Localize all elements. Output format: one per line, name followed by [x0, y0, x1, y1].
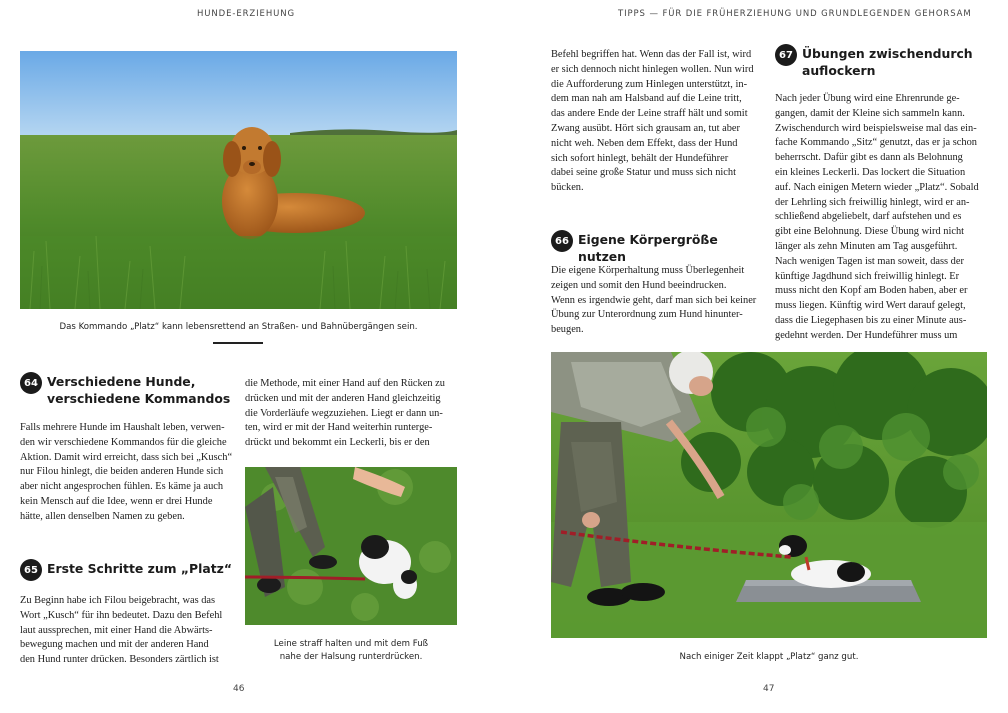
section-67-title: Übungen zwischendurch auflockern	[802, 46, 973, 78]
section-66-body: Die eigene Körperhaltung muss Überlegenheit zeigen und somit den Hund beeindrucken. Wenn es irgendwie geht, darf man sich bei keiner Übung zur Unterordnung zum Hund hinunter- beugen.	[551, 265, 757, 336]
caption-top-photo: Das Kommando „Platz“ kann lebensrettend an Straßen- und Bahnübergängen sein.	[59, 322, 418, 332]
section-66-heading	[551, 231, 766, 265]
section-divider	[213, 342, 263, 344]
section-66-title: Eigene Körpergröße nutzen	[578, 232, 718, 264]
photo-trainer-with-puppy-on-mat	[551, 352, 987, 638]
section-64-number-badge: 64	[20, 372, 42, 394]
section-65-heading	[20, 560, 235, 581]
section-64-heading	[20, 373, 235, 407]
section-65-body: Zu Beginn habe ich Filou beigebracht, was das Wort „Kusch“ für ihn bedeutet. Dazu den Befehl laut aussprechen, mit einer Hand die Abwärts- bewegung machen und mit der anderen Hand den Hund runter drücken. Besonders zärtlich ist	[20, 595, 223, 666]
section-67-number-badge: 67	[775, 44, 797, 66]
section-66-number-badge: 66	[551, 230, 573, 252]
page-number-left: 46	[233, 684, 245, 694]
section-65-body-right-continued: Befehl begriffen hat. Wenn das der Fall ist, wird er sich dennoch nicht hinlegen wollen. Nun wird die Aufforderung zum Hinlegen unterstützt, in- dem man nah am Halsband auf die Leine tritt, das andere Ende der Leine straff hält und somit Zwang ausübt. Hört sich grausam an, tut aber nicht weh. Neben dem Effekt, dass der Hund sich sofort hinlegt, behält der Hundeführer dabei seine große Statur und muss sich nicht bücken.	[551, 49, 754, 194]
section-64-title: Verschiedene Hunde, verschiedene Kommandos	[47, 374, 231, 406]
photo-puppy-training-small	[245, 467, 457, 625]
caption-large-photo: Nach einiger Zeit klappt „Platz“ ganz gut.	[679, 652, 859, 662]
page-number-right: 47	[763, 684, 775, 694]
photo-golden-retriever-in-grass	[20, 51, 457, 309]
section-67-body: Nach jeder Übung wird eine Ehrenrunde ge- gangen, damit der Kleine sich sammeln kann. Zwischendurch wird beispielsweise mal das ein- fache Kommando „Sitz“ genutzt, das er ja schon beherrscht. Dafür gibt es dann als Belohnung ein kleines Leckerli. Das lockert die Situation auf. Nach einigen Metern wieder „Platz“. Sobald der Lehrling sich freiwillig hinlegt, wird er an- schließend abgeliebelt, darf aufstehen und es gibt eine Belohnung. Diese Übung wird nicht länger als zehn Minuten am Tag ausgeführt. Nach wenigen Tagen ist man soweit, dass der künftige Jagdhund sich freiwillig hinlegt. Er muss nicht den Kopf am Boden haben, aber er muss liegen. Künftig wird Wert darauf gelegt, dass die Liegephasen bis zu einer Minute aus- gedehnt werden. Der Hundeführer muss um	[775, 93, 979, 341]
section-64-body: Falls mehrere Hunde im Haushalt leben, verwen- den wir verschiedene Kommandos für die gleiche Aktion. Damit wird erreicht, dass sich bei „Kusch“ nur Filou hinlegt, die beiden anderen Hunde sich aber nicht angesprochen fühlen. Es käme ja auch kein Mensch auf die Idee, wenn er drei Hunde hätte, allen denselben Namen zu geben.	[20, 422, 233, 522]
section-65-number-badge: 65	[20, 559, 42, 581]
section-67-heading	[775, 45, 990, 79]
running-head-left: HUNDE-ERZIEHUNG	[197, 9, 295, 19]
running-head-right: TIPPS — FÜR DIE FRÜHERZIEHUNG UND GRUNDLEGENDEN GEHORSAM	[618, 9, 972, 19]
caption-small-photo: Leine straff halten und mit dem Fuß nahe der Halsung runterdrücken.	[273, 639, 429, 662]
section-65-body-continued: die Methode, mit einer Hand auf den Rücken zu drücken und mit der anderen Hand gleichzeitig die Vorderläufe wegzuziehen. Liegt er dann un- ten, wird er mit der Hand weiterhin runterge- drückt und bekommt ein Leckerli, bis er den	[245, 378, 445, 449]
section-65-title: Erste Schritte zum „Platz“	[47, 561, 232, 576]
